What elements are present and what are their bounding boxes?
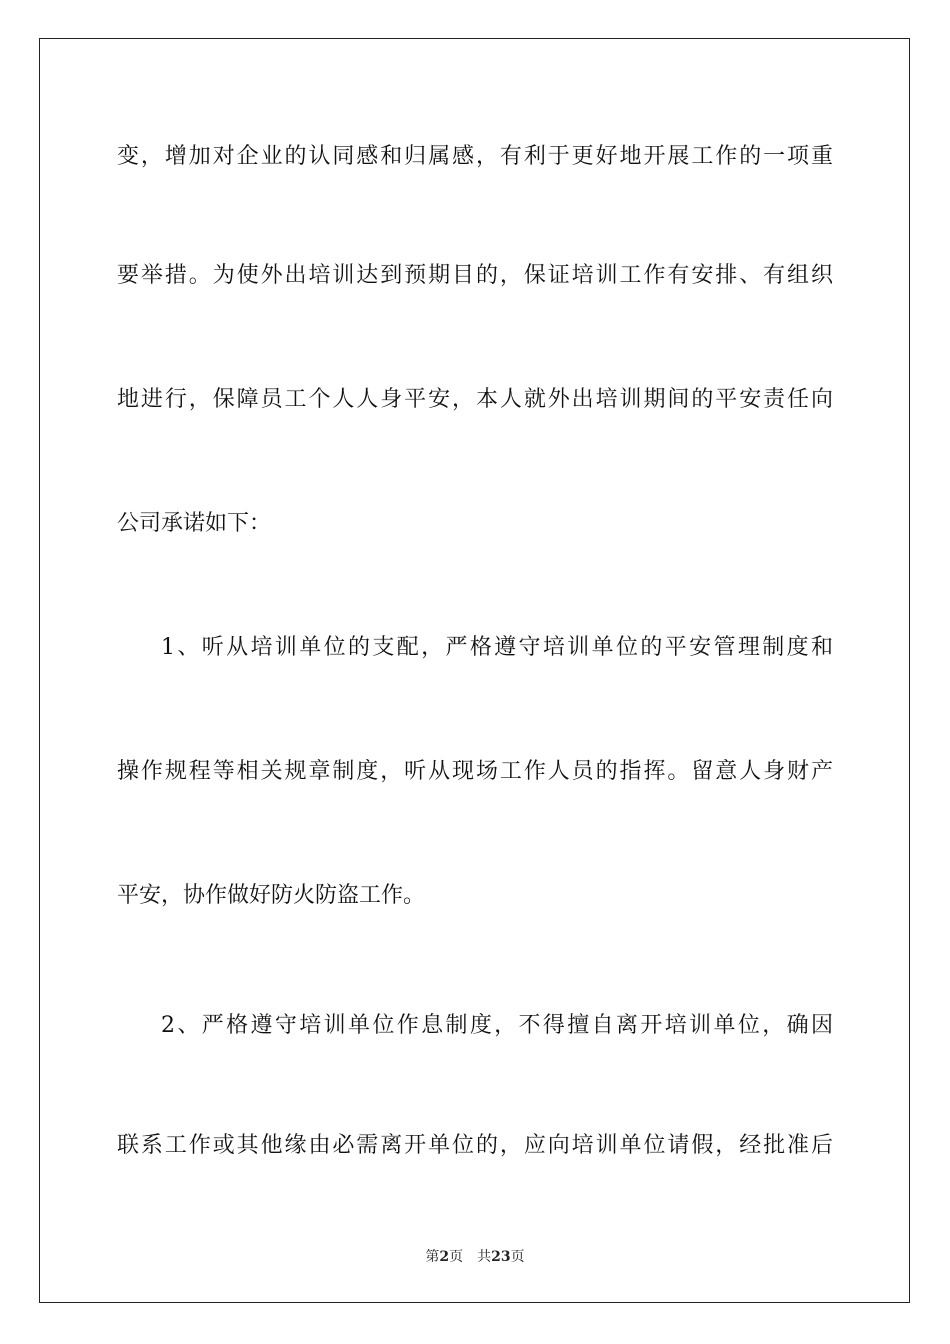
text-line-5: 1、听从培训单位的支配，严格遵守培训单位的平安管理制度和 [161,635,833,660]
text-line-1: 变，增加对企业的认同感和归属感，有利于更好地开展工作的一项重 [117,144,833,169]
text-line-3: 地进行，保障员工个人人身平安，本人就外出培训期间的平安责任向 [117,387,833,412]
page-footer [0,1247,950,1267]
text-line-6: 操作规程等相关规章制度，听从现场工作人员的指挥。留意人身财产 [117,759,833,784]
footer-total-prefix: 共 [477,1249,492,1265]
page-border [39,38,910,1303]
text-line-9: 联系工作或其他缘由必需离开单位的，应向培训单位请假，经批准后 [117,1133,833,1158]
text-line-4: 公司承诺如下： [117,511,272,536]
text-line-2: 要举措。为使外出培训达到预期目的，保证培训工作有安排、有组织 [117,263,833,288]
footer-total-suffix: 页 [510,1249,525,1265]
footer-page-total: 23 [491,1249,511,1265]
footer-page-suffix: 页 [449,1249,464,1265]
text-line-7: 平安，协作做好防火防盗工作。 [117,883,426,908]
footer-page-prefix: 第 [425,1249,440,1265]
footer-page-current: 2 [439,1249,450,1265]
text-line-8: 2、严格遵守培训单位作息制度，不得擅自离开培训单位，确因 [161,1013,833,1038]
